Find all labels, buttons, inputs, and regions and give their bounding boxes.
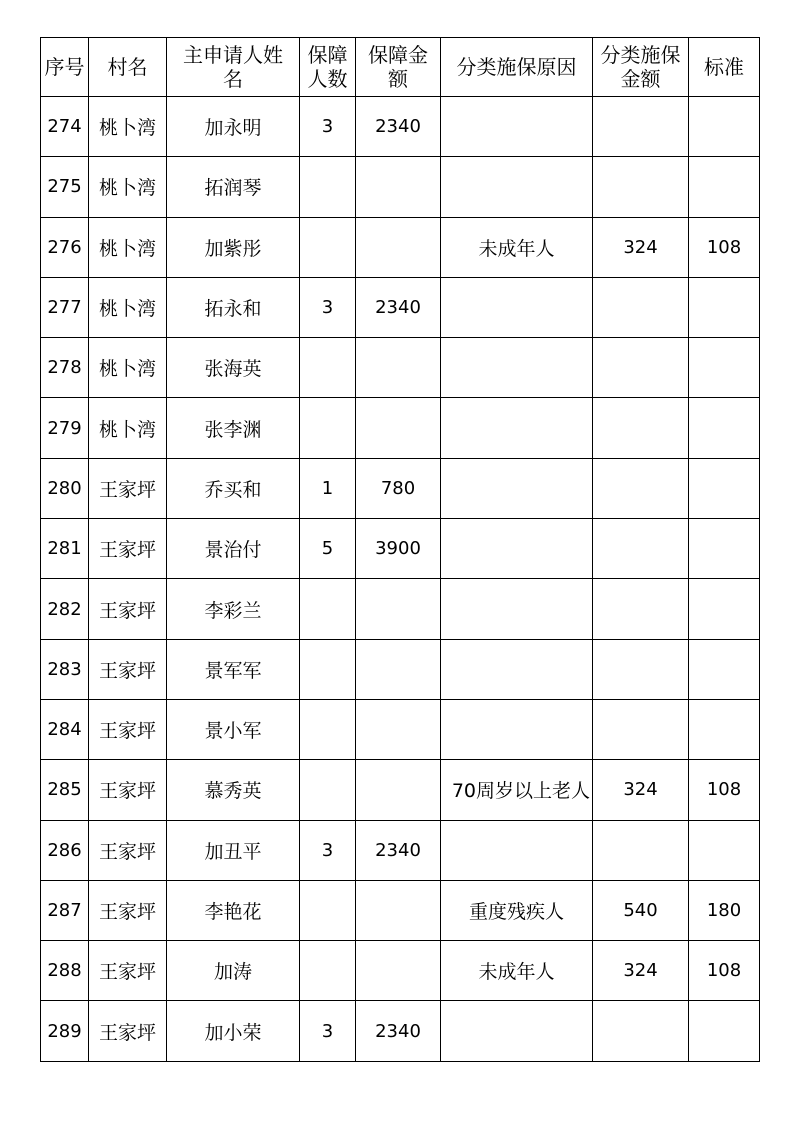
cell-reason	[441, 398, 593, 458]
cell-seq: 289	[41, 1001, 89, 1061]
cell-seq: 277	[41, 277, 89, 337]
cell-village: 王家坪	[89, 519, 167, 579]
cell-amount	[356, 398, 441, 458]
table-row	[41, 760, 760, 820]
cell-applicant: 加小荣	[167, 1001, 300, 1061]
cell-persons: 3	[300, 97, 356, 157]
table-row	[41, 97, 760, 157]
cell-seq: 286	[41, 820, 89, 880]
cell-village: 桃卜湾	[89, 398, 167, 458]
cell-seq: 284	[41, 699, 89, 759]
cell-amount	[356, 338, 441, 398]
cell-standard	[689, 519, 760, 579]
cell-village: 桃卜湾	[89, 217, 167, 277]
cell-applicant: 李艳花	[167, 880, 300, 940]
cell-amount: 780	[356, 458, 441, 518]
cell-applicant: 李彩兰	[167, 579, 300, 639]
header-reason: 分类施保原因	[441, 38, 593, 97]
cell-standard	[689, 277, 760, 337]
cell-village: 王家坪	[89, 639, 167, 699]
cell-seq: 281	[41, 519, 89, 579]
cell-amount: 2340	[356, 97, 441, 157]
cell-applicant: 加涛	[167, 941, 300, 1001]
cell-class-amount: 540	[593, 880, 689, 940]
cell-seq: 276	[41, 217, 89, 277]
cell-class-amount	[593, 820, 689, 880]
cell-standard	[689, 820, 760, 880]
header-row	[41, 38, 760, 97]
cell-persons	[300, 760, 356, 820]
cell-standard	[689, 639, 760, 699]
cell-amount	[356, 579, 441, 639]
cell-seq: 280	[41, 458, 89, 518]
cell-persons	[300, 157, 356, 217]
cell-class-amount	[593, 157, 689, 217]
cell-village: 王家坪	[89, 458, 167, 518]
cell-persons	[300, 217, 356, 277]
cell-applicant: 张李渊	[167, 398, 300, 458]
table-row	[41, 1001, 760, 1061]
table-row	[41, 338, 760, 398]
cell-village: 王家坪	[89, 1001, 167, 1061]
cell-reason	[441, 639, 593, 699]
cell-standard: 108	[689, 217, 760, 277]
cell-applicant: 景军军	[167, 639, 300, 699]
cell-applicant: 景治付	[167, 519, 300, 579]
cell-persons	[300, 639, 356, 699]
table-row	[41, 699, 760, 759]
cell-applicant: 乔买和	[167, 458, 300, 518]
cell-amount: 2340	[356, 277, 441, 337]
cell-amount	[356, 760, 441, 820]
cell-applicant: 景小军	[167, 699, 300, 759]
cell-class-amount	[593, 277, 689, 337]
cell-amount: 2340	[356, 1001, 441, 1061]
assistance-table	[40, 37, 760, 1062]
cell-seq: 287	[41, 880, 89, 940]
cell-persons: 5	[300, 519, 356, 579]
cell-reason	[441, 458, 593, 518]
cell-standard	[689, 579, 760, 639]
cell-standard	[689, 458, 760, 518]
cell-reason	[441, 157, 593, 217]
cell-seq: 285	[41, 760, 89, 820]
cell-reason	[441, 338, 593, 398]
cell-standard	[689, 157, 760, 217]
cell-standard: 180	[689, 880, 760, 940]
cell-persons: 3	[300, 1001, 356, 1061]
cell-reason	[441, 699, 593, 759]
cell-amount: 3900	[356, 519, 441, 579]
cell-persons: 3	[300, 820, 356, 880]
cell-seq: 279	[41, 398, 89, 458]
cell-applicant: 加丑平	[167, 820, 300, 880]
cell-amount: 2340	[356, 820, 441, 880]
cell-persons	[300, 398, 356, 458]
cell-reason: 重度残疾人	[441, 880, 593, 940]
cell-village: 王家坪	[89, 579, 167, 639]
table-row	[41, 820, 760, 880]
cell-village: 王家坪	[89, 760, 167, 820]
cell-applicant: 加紫彤	[167, 217, 300, 277]
cell-village: 桃卜湾	[89, 97, 167, 157]
cell-village: 桃卜湾	[89, 277, 167, 337]
cell-amount	[356, 157, 441, 217]
cell-reason	[441, 1001, 593, 1061]
cell-village: 王家坪	[89, 699, 167, 759]
cell-class-amount: 324	[593, 760, 689, 820]
cell-standard	[689, 398, 760, 458]
cell-seq: 275	[41, 157, 89, 217]
cell-amount	[356, 880, 441, 940]
cell-amount	[356, 217, 441, 277]
cell-persons	[300, 941, 356, 1001]
cell-amount	[356, 941, 441, 1001]
table-row	[41, 217, 760, 277]
cell-persons	[300, 338, 356, 398]
cell-seq: 282	[41, 579, 89, 639]
cell-applicant: 拓润琴	[167, 157, 300, 217]
cell-class-amount	[593, 338, 689, 398]
cell-amount	[356, 639, 441, 699]
cell-applicant: 加永明	[167, 97, 300, 157]
table-row	[41, 880, 760, 940]
cell-class-amount	[593, 519, 689, 579]
cell-standard	[689, 1001, 760, 1061]
cell-reason	[441, 277, 593, 337]
cell-reason	[441, 97, 593, 157]
cell-village: 王家坪	[89, 820, 167, 880]
cell-amount	[356, 699, 441, 759]
cell-seq: 274	[41, 97, 89, 157]
cell-class-amount	[593, 1001, 689, 1061]
cell-class-amount	[593, 97, 689, 157]
cell-reason	[441, 579, 593, 639]
cell-reason: 70周岁以上老人	[441, 760, 593, 820]
cell-standard	[689, 97, 760, 157]
header-amount: 保障金额	[356, 38, 441, 97]
cell-village: 桃卜湾	[89, 338, 167, 398]
cell-reason: 未成年人	[441, 941, 593, 1001]
cell-persons: 3	[300, 277, 356, 337]
cell-seq: 283	[41, 639, 89, 699]
cell-reason: 未成年人	[441, 217, 593, 277]
cell-seq: 288	[41, 941, 89, 1001]
table-row	[41, 519, 760, 579]
table-row	[41, 458, 760, 518]
table-row	[41, 277, 760, 337]
cell-class-amount	[593, 458, 689, 518]
table-row	[41, 639, 760, 699]
cell-village: 王家坪	[89, 880, 167, 940]
cell-persons	[300, 579, 356, 639]
table-body	[41, 97, 760, 1062]
cell-class-amount	[593, 398, 689, 458]
header-persons: 保障人数	[300, 38, 356, 97]
cell-class-amount	[593, 699, 689, 759]
table-row	[41, 941, 760, 1001]
cell-class-amount	[593, 639, 689, 699]
cell-seq: 278	[41, 338, 89, 398]
cell-standard	[689, 699, 760, 759]
cell-reason	[441, 820, 593, 880]
header-class-amount: 分类施保金额	[593, 38, 689, 97]
header-standard: 标准	[689, 38, 760, 97]
cell-class-amount: 324	[593, 217, 689, 277]
table-row	[41, 579, 760, 639]
table-row	[41, 398, 760, 458]
cell-standard: 108	[689, 941, 760, 1001]
cell-applicant: 张海英	[167, 338, 300, 398]
cell-persons: 1	[300, 458, 356, 518]
table-row	[41, 157, 760, 217]
cell-reason	[441, 519, 593, 579]
cell-applicant: 慕秀英	[167, 760, 300, 820]
cell-class-amount: 324	[593, 941, 689, 1001]
cell-standard: 108	[689, 760, 760, 820]
header-village: 村名	[89, 38, 167, 97]
header-seq: 序号	[41, 38, 89, 97]
cell-persons	[300, 880, 356, 940]
cell-standard	[689, 338, 760, 398]
header-applicant: 主申请人姓名	[167, 38, 300, 97]
cell-applicant: 拓永和	[167, 277, 300, 337]
cell-class-amount	[593, 579, 689, 639]
cell-persons	[300, 699, 356, 759]
cell-village: 王家坪	[89, 941, 167, 1001]
cell-village: 桃卜湾	[89, 157, 167, 217]
